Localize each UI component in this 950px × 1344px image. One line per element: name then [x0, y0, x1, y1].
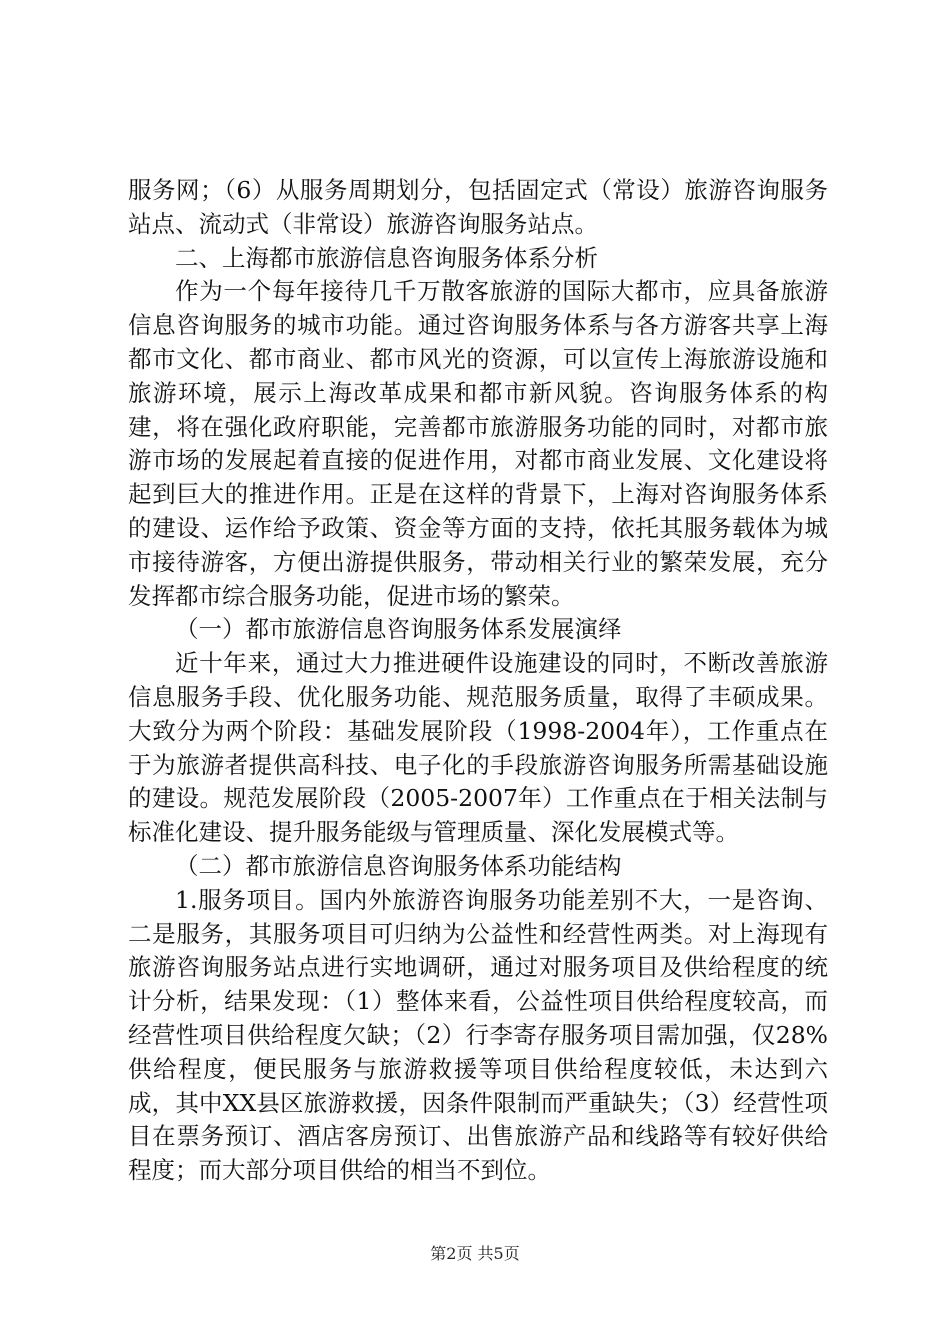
- subsection-heading-development: （一）都市旅游信息咨询服务体系发展演绎: [175, 615, 622, 644]
- document-body: [128, 174, 828, 1188]
- paragraph-continuation: 服务网；（6）从服务周期划分，包括固定式（常设）旅游咨询服务站点、流动式（非常设）旅游咨询服务站点。: [128, 176, 828, 238]
- subsection-heading-structure: （二）都市旅游信息咨询服务体系功能结构: [175, 851, 622, 880]
- paragraph-body: 作为一个每年接待几千万散客旅游的国际大都市，应具备旅游信息咨询服务的城市功能。通过咨询服务体系与各方游客共享上海都市文化、都市商业、都市风光的资源，可以宣传上海旅游设施和旅游环境，展示上海改革成果和都市新风貌。咨询服务体系的构建，将在强化政府职能，完善都市旅游服务功能的同时，对都市旅游市场的发展起着直接的促进作用，对都市商业发展、文化建设将起到巨大的推进作用。正是在这样的背景下，上海对咨询服务体系的建设、运作给予政策、资金等方面的支持，依托其服务载体为城市接待游客，方便出游提供服务，带动相关行业的繁荣发展，充分发挥都市综合服务功能，促进市场的繁荣。: [128, 277, 828, 610]
- section-heading-analysis: 二、上海都市旅游信息咨询服务体系分析: [175, 243, 598, 272]
- paragraph-body: 近十年来，通过大力推进硬件设施建设的同时，不断改善旅游信息服务手段、优化服务功能、规范服务质量，取得了丰硕成果。大致分为两个阶段：基础发展阶段（1998-2004年），工作重点在于为旅游者提供高科技、电子化的手段旅游咨询服务所需基础设施的建设。规范发展阶段（2005-2007年）工作重点在于相关法制与标准化建设、提升服务能级与管理质量、深化发展模式等。: [128, 649, 828, 847]
- page-footer: 第2页 共5页: [430, 1244, 520, 1263]
- paragraph-body: 1.服务项目。国内外旅游咨询服务功能差别不大，一是咨询、二是服务，其服务项目可归纳为公益性和经营性两类。对上海现有旅游咨询服务站点进行实地调研，通过对服务项目及供给程度的统计分析，结果发现：（1）整体来看，公益性项目供给程度较高，而经营性项目供给程度欠缺；（2）行李寄存服务项目需加强，仅28%供给程度，便民服务与旅游救援等项目供给程度较低，未达到六成，其中XX县区旅游救援，因条件限制而严重缺失；（3）经营性项目在票务预订、酒店客房预订、出售旅游产品和线路等有较好供给程度；而大部分项目供给的相当不到位。: [128, 885, 828, 1185]
